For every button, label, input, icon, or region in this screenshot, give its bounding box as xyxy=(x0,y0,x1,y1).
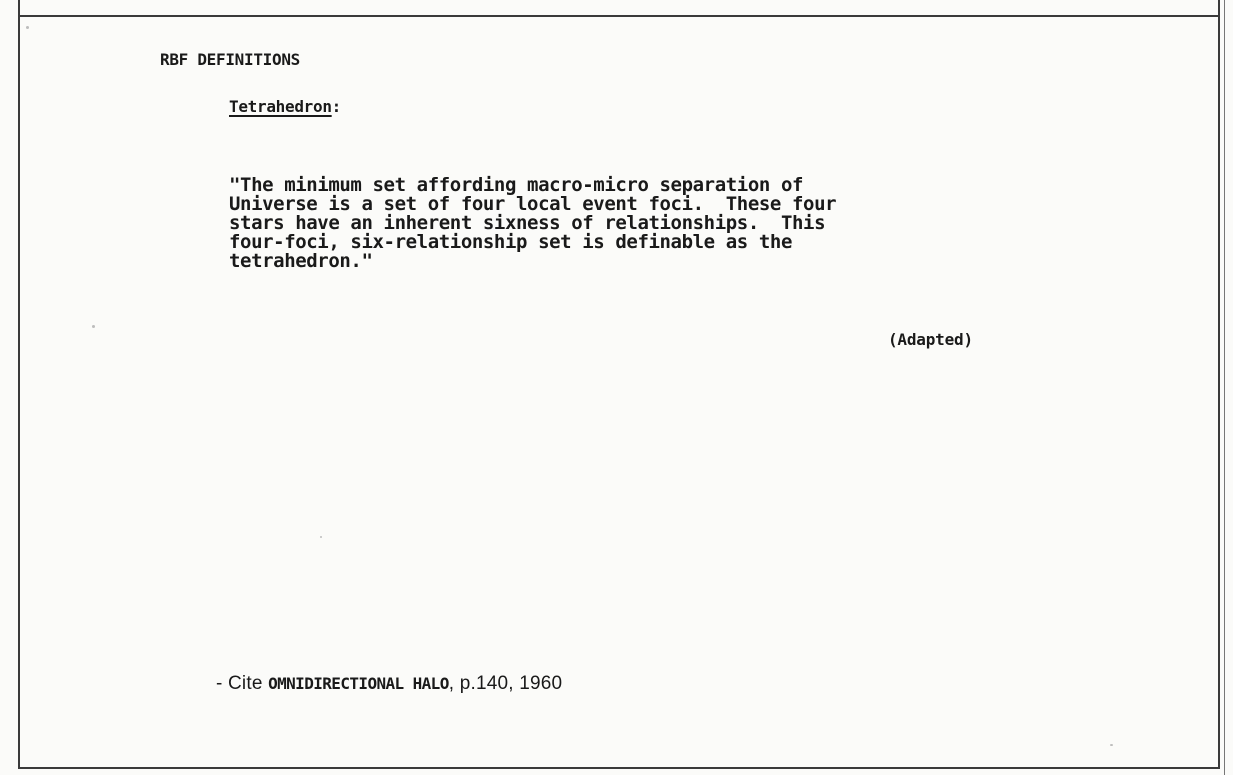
quote-line: Universe is a set of four local event foci. These four xyxy=(229,193,837,215)
scan-speck xyxy=(1110,744,1113,746)
term-colon: : xyxy=(331,97,342,116)
scan-edge xyxy=(1224,0,1225,775)
scan-speck xyxy=(26,26,29,29)
citation-work: OMNIDIRECTIONAL HALO xyxy=(268,674,449,693)
term-word: Tetrahedron xyxy=(229,97,332,116)
quote-line: "The minimum set affording macro-micro separation of xyxy=(229,174,804,196)
index-card xyxy=(18,0,1220,769)
citation xyxy=(216,673,562,695)
definition-term xyxy=(229,97,341,116)
scan-speck xyxy=(320,536,322,538)
card-heading: RBF DEFINITIONS xyxy=(160,50,300,69)
quote-line: stars have an inherent sixness of relationships. This xyxy=(229,212,826,234)
adapted-note: (Adapted) xyxy=(888,330,973,349)
definition-quote xyxy=(229,176,1029,271)
quote-line: four-foci, six-relationship set is definable as the xyxy=(229,231,792,253)
quote-line: tetrahedron." xyxy=(229,250,373,272)
citation-details: , p.140, 1960 xyxy=(448,673,563,694)
scan-speck xyxy=(92,325,95,328)
citation-prefix: - Cite xyxy=(216,673,269,694)
